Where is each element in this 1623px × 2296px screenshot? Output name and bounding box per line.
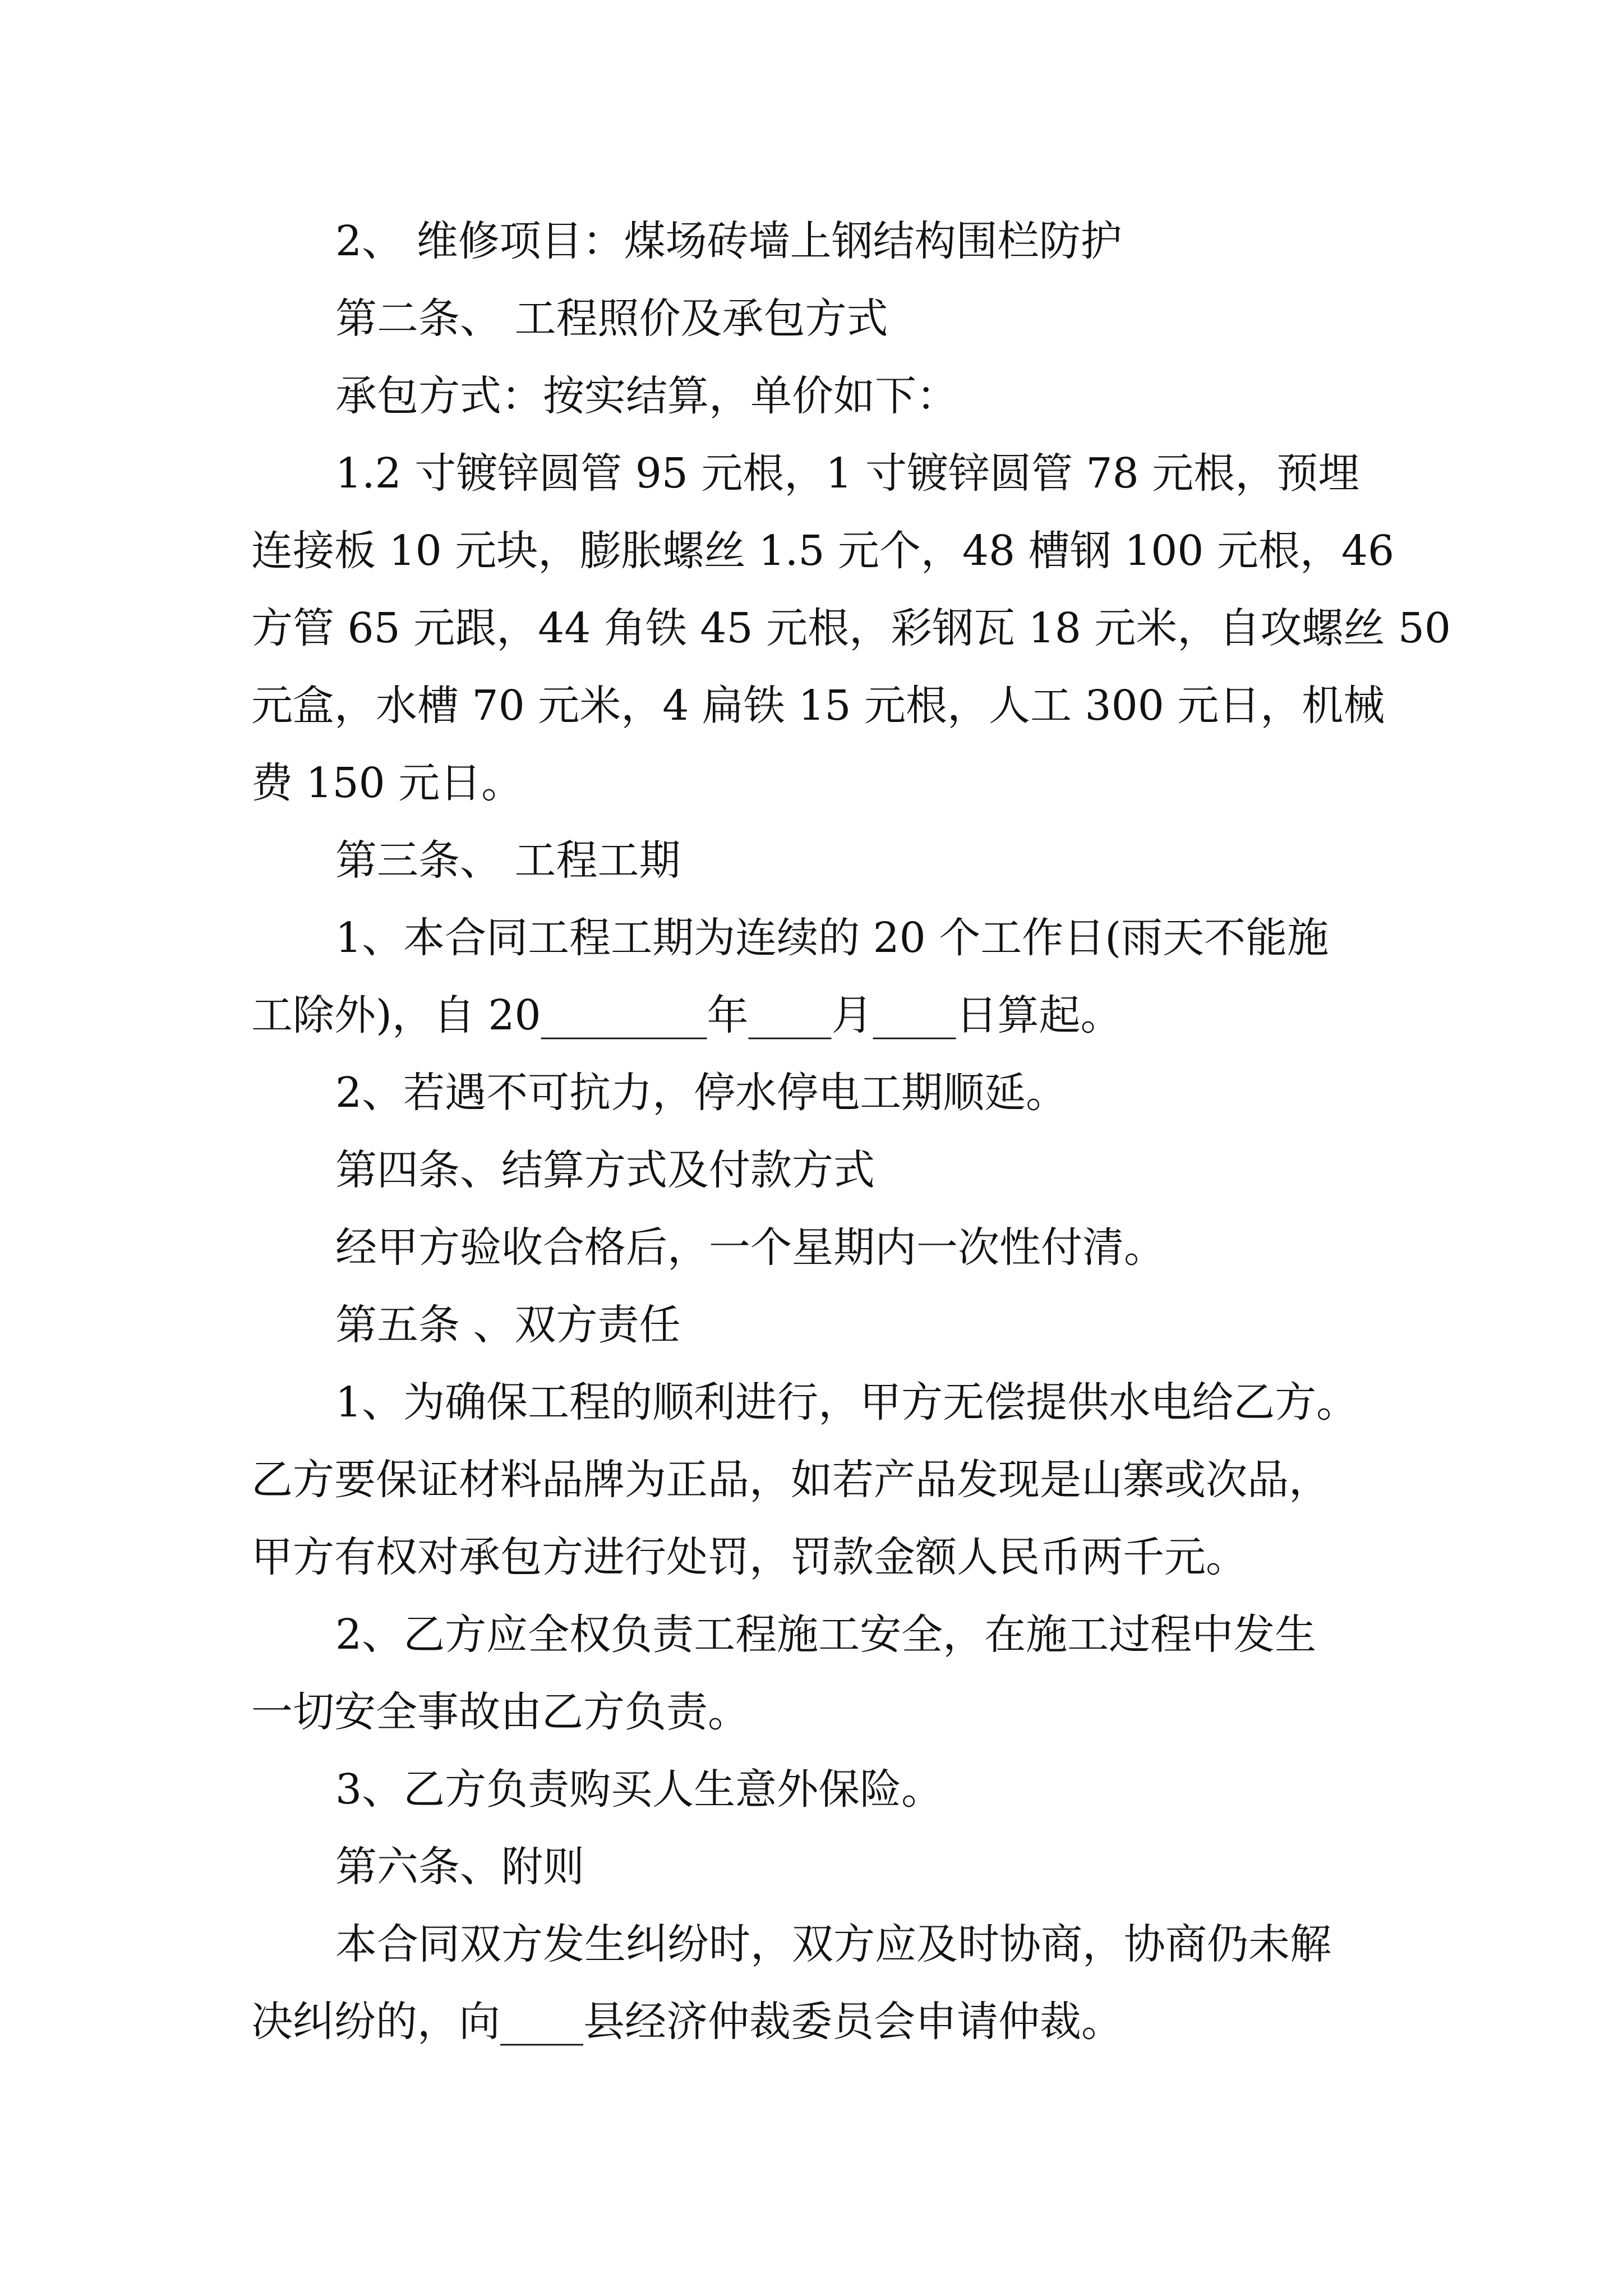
payment-terms: 经甲方验收合格后，一个星期内一次性付清。 xyxy=(335,1223,1165,1272)
unit-price-line-5: 费 150 元日。 xyxy=(251,759,523,807)
responsibility-item-2-line-2: 一切安全事故由乙方负责。 xyxy=(251,1688,749,1736)
item-2-maintenance-project: 2、 维修项目：煤场砖墙上钢结构围栏防护 xyxy=(335,217,1122,265)
article-5-heading: 第五条 、双方责任 xyxy=(335,1301,681,1349)
responsibility-item-1-line-3: 甲方有权对承包方进行处罚，罚款金额人民币两千元。 xyxy=(251,1533,1247,1581)
schedule-item-1-line-1: 1、本合同工程工期为连续的 20 个工作日(雨天不能施 xyxy=(335,914,1329,962)
responsibility-item-3: 3、乙方负责购买人生意外保险。 xyxy=(335,1765,943,1814)
responsibility-item-2-line-1: 2、乙方应全权负责工程施工安全，在施工过程中发生 xyxy=(335,1611,1317,1659)
unit-price-line-1: 1.2 寸镀锌圆管 95 元根，1 寸镀锌圆管 78 元根，预埋 xyxy=(335,449,1360,498)
schedule-item-2: 2、若遇不可抗力，停水停电工期顺延。 xyxy=(335,1069,1068,1117)
arbitration-clause-line-2: 决纠纷的，向____县经济仲裁委员会申请仲裁。 xyxy=(251,1998,1123,2046)
unit-price-line-3: 方管 65 元跟，44 角铁 45 元根，彩钢瓦 18 元米，自攻螺丝 50 xyxy=(251,604,1451,652)
article-3-heading: 第三条、 工程工期 xyxy=(335,836,681,885)
arbitration-clause-line-1: 本合同双方发生纠纷时，双方应及时协商，协商仍未解 xyxy=(335,1920,1331,1968)
unit-price-line-4: 元盒，水槽 70 元米，4 扁铁 15 元根，人工 300 元日，机械 xyxy=(251,682,1385,730)
unit-price-line-2: 连接板 10 元块，膨胀螺丝 1.5 元个，48 槽钢 100 元根，46 xyxy=(251,527,1395,575)
article-6-heading: 第六条、附则 xyxy=(335,1843,584,1891)
article-2-heading: 第二条、 工程照价及承包方式 xyxy=(335,295,888,343)
responsibility-item-1-line-2: 乙方要保证材料品牌为正品，如若产品发现是山寨或次品， xyxy=(251,1456,1330,1504)
schedule-item-1-line-2: 工除外)，自 20________年____月____日算起。 xyxy=(251,991,1122,1039)
article-4-heading: 第四条、结算方式及付款方式 xyxy=(335,1146,875,1194)
responsibility-item-1-line-1: 1、为确保工程的顺利进行，甲方无偿提供水电给乙方。 xyxy=(335,1378,1358,1427)
contract-method-line: 承包方式：按实结算，单价如下： xyxy=(335,372,958,420)
